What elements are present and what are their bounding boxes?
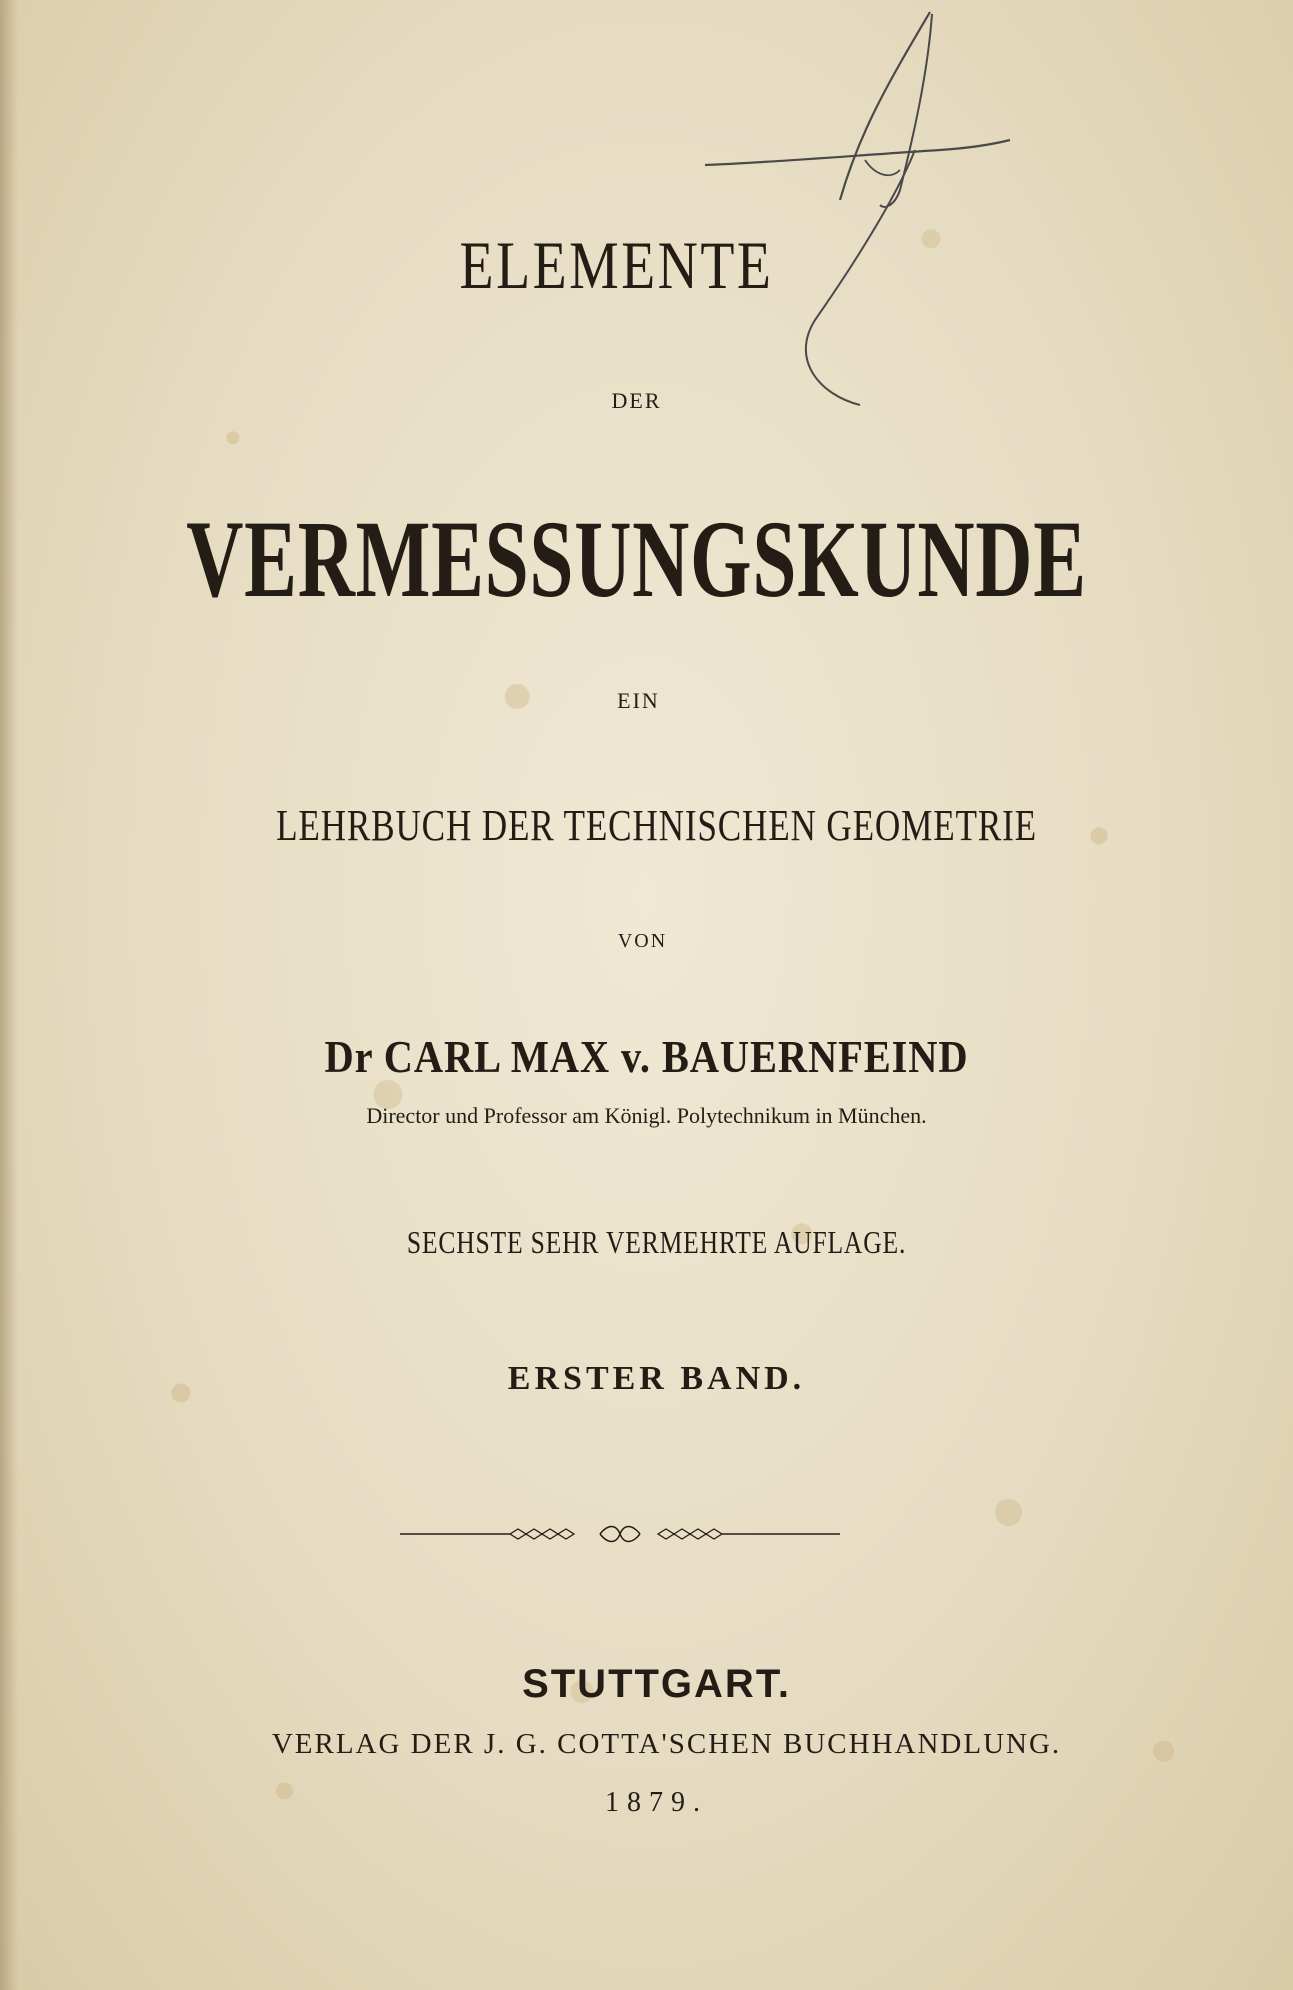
main-title: VERMESSUNGSKUNDE xyxy=(186,498,1087,620)
publication-year: 1879. xyxy=(605,1787,708,1818)
title-line-elemente: ELEMENTE xyxy=(459,227,774,303)
author-affiliation: Director und Professor am Königl. Polytechnikum in München. xyxy=(366,1103,927,1128)
publisher-name: VERLAG DER J. G. COTTA'SCHEN BUCHHANDLUNG. xyxy=(271,1728,1062,1760)
title-ein: EIN xyxy=(617,688,660,713)
subtitle: LEHRBUCH DER TECHNISCHEN GEOMETRIE xyxy=(276,801,1037,850)
volume-line: ERSTER BAND. xyxy=(507,1360,806,1397)
edition-line: SECHSTE SEHR VERMEHRTE AUFLAGE. xyxy=(406,1224,907,1260)
title-von: VON xyxy=(617,930,668,952)
publisher-city: STUTTGART. xyxy=(522,1662,791,1706)
title-der: DER xyxy=(611,388,662,413)
decorative-rule-ornament xyxy=(400,1522,840,1546)
author-name: Dr CARL MAX v. BAUERNFEIND xyxy=(324,1031,969,1082)
handwritten-signature xyxy=(690,0,1020,420)
